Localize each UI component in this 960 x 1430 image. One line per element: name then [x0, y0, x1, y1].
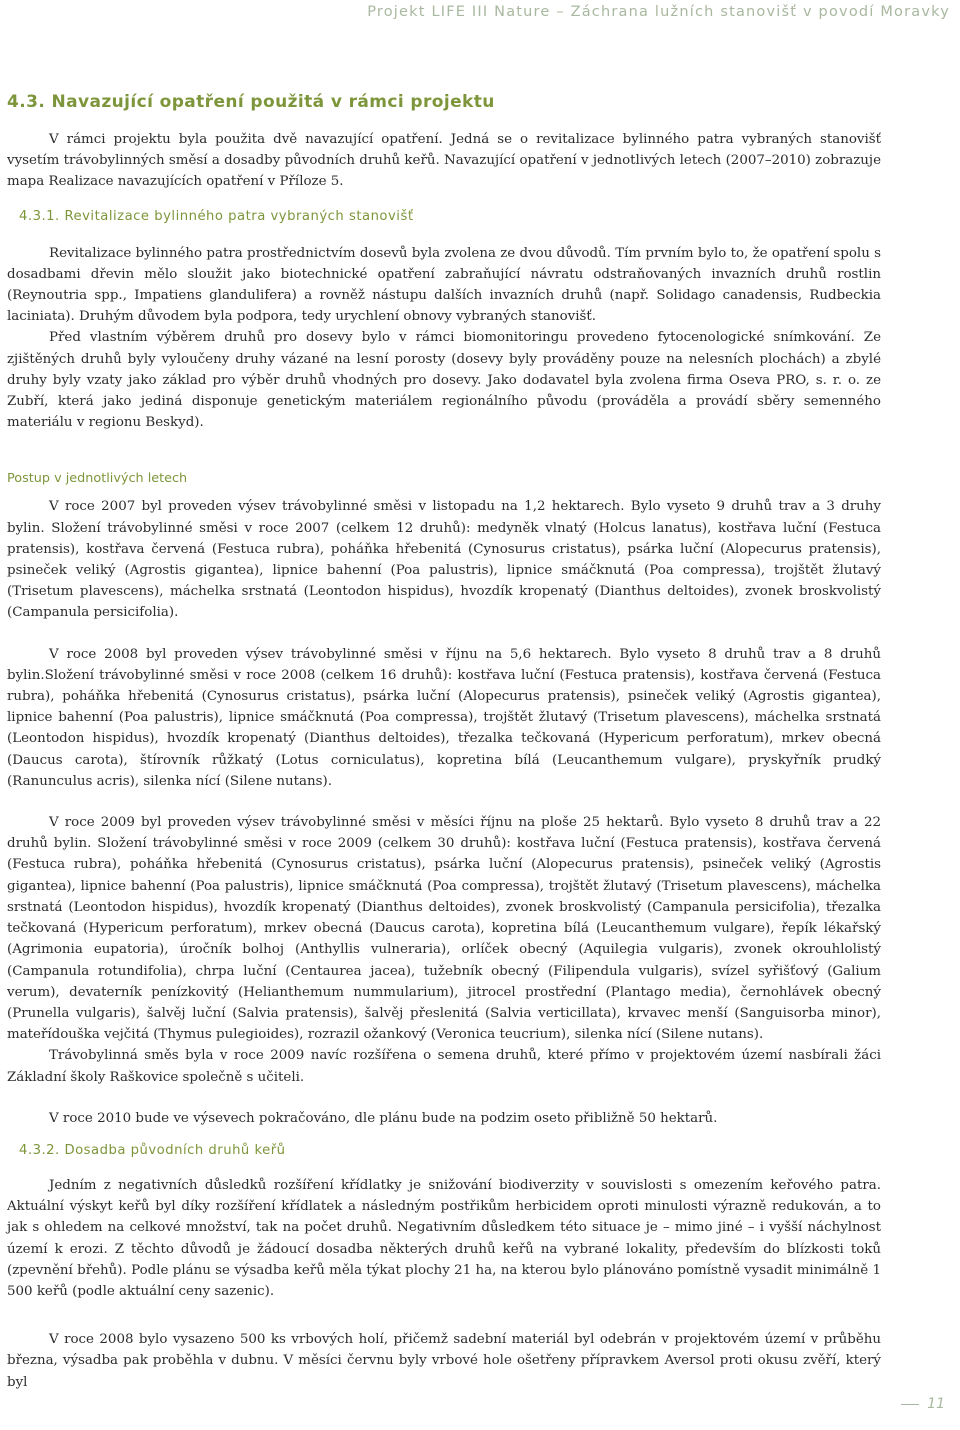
paragraph-year-2010: V roce 2010 bude ve výsevech pokračováno, dle plánu bude na podzim oseto přibližně 50 hektarů. — [49, 1110, 718, 1126]
paragraph-year-2009: V roce 2009 byl proveden výsev trávobylinné směsi v měsíci říjnu na ploše 25 hektarů. Bylo vyseto 8 druhů trav a 22 druhů bylin. Složení trávobylinné směsi v roce 2009 (celkem 30 druhů): kostřava luční (Festuca pratensis), kostřava červená (Festuca rubra), poháňka hřebenitá (Cynosurus cristatus), psárka luční (Alopecurus pratensis), psineček veliký (Agrostis gigantea), lipnice bahenní (Poa palustris), lipnice smáčknutá (Poa compressa), trojštět žlutavý (Trisetum plavescens), máchelka srstnatá (Leontodon hispidus), hvozdík kropenatý (Dianthus deltoides), zvonek broskvolistý (Campanula persicifolia), třezalka tečkovaná (Hypericum perforatum), mrkev obecná (Daucus carota), kopretina bílá (Leucanthemum vulgare), řepík lékařský (Agrimonia eupatoria), úročník bolhoj (Anthyllis vulneraria), orlíček obecný (Aquilegia vulgaris), zvonek okrouhlolistý (Campanula rotundifolia), chrpa luční (Centaurea jacea), tužebník obecný (Filipendula vulgaris), svízel syřišťový (Galium verum), devaterník penízkovitý (Helianthemum nummularium), jitrocel prostřední (Plantago media), černohlávek obecný (Prunella vulgaris), šalvěj luční (Salvia pratensis), šalvěj přeslenitá (Salvia verticillata), krvavec menší (Sanguisorba minor), mateřídouška vejčitá (Thymus pulegioides), rozrazil ožankový (Veronica teucrium), silenka nící (Silene nutans). — [7, 815, 881, 1043]
paragraph-year-2007: V roce 2007 byl proveden výsev trávobylinné směsi v listopadu na 1,2 hektarech. Bylo vyseto 9 druhů trav a 3 druhy bylin. Složení trávobylinné směsi v roce 2007 (celkem 12 druhů): medyněk vlnatý (Holcus lanatus), kostřava luční (Festuca pratensis), kostřava červená (Festuca rubra), poháňka hřebenitá (Cynosurus cristatus), psárka luční (Alopecurus pratensis), psineček veliký (Agrostis gigantea), lipnice bahenní (Poa palustris), lipnice smáčknutá (Poa compressa), trojštět žlutavý (Trisetum plavescens), máchelka srstnatá (Leontodon hispidus), hvozdík kropenatý (Dianthus deltoides), zvonek broskvolistý (Campanula persicifolia). — [7, 499, 881, 621]
section-intro: V rámci projektu byla použita dvě navazující opatření. Jedná se o revitalizace bylinného patra vybraných stanovišť vysetím trávobylinných směsí a dosadby původních druhů keřů. Navazující opatření v jednotlivých letech (2007–2010) zobrazuje mapa Realizace navazujících opatření v Příloze 5. — [7, 132, 881, 190]
subsection-title-revitalizace: 4.3.1. Revitalizace bylinného patra vybraných stanovišť — [19, 208, 414, 224]
paragraph-shrubs: Jedním z negativních důsledků rozšíření křídlatky je snižování biodiverzity v souvislosti s omezením keřového patra. Aktuální výskyt keřů byl díky rozšíření křídlatek a následným postřikům herbicidem oproti minulosti výrazně redukován, a to jak s ohledem na celkové množství, tak na počet druhů. Negativním důsledkem této situace je – mimo jiné – i vyšší náchylnost území k erozi. Z těchto důvodů je žádoucí dosadba některých druhů keřů na vybrané lokality, především do blízkosti toků (zpevnění břehů). Podle plánu se výsadba keřů měla týkat plochy 21 ha, na kterou bylo plánováno pomístně vysadit minimálně 1 500 keřů (podle aktuální ceny sazenic). — [7, 1177, 881, 1299]
paragraph-year-2009-extra: Trávobylinná směs byla v roce 2009 navíc rozšířena o semena druhů, které přímo v projektovém území nasbírali žáci Základní školy Raškovice společně s učiteli. — [7, 1048, 881, 1085]
paragraph-reasons: Revitalizace bylinného patra prostřednictvím dosevů byla zvolena ze dvou důvodů. Tím prvním bylo to, že opatření spolu s dosadbami dřevin mělo sloužit jako biotechnické opatření zabraňující návratu odstraňovaných invazních druhů rostlin (Reynoutria spp., Impatiens glandulifera) a rovněž nástupu dalších invazních druhů (např. Solidago canadensis, Rudbeckia laciniata). Druhým důvodem byla podpora, tedy urychlení obnovy vybraných stanovišť. — [7, 245, 881, 325]
page-number: 11 — [927, 1396, 945, 1412]
paragraph-year-2008: V roce 2008 byl proveden výsev trávobylinné směsi v říjnu na 5,6 hektarech. Bylo vyseto 8 druhů trav a 8 druhů bylin.Složení trávobylinné směsi v roce 2008 (celkem 16 druhů): kostřava luční (Festuca pratensis), kostřava červená (Festuca rubra), poháňka hřebenitá (Cynosurus cristatus), psárka luční (Alopecurus pratensis), psineček veliký (Agrostis gigantea), lipnice bahenní (Poa palustris), lipnice smáčknutá (Poa compressa), trojštět žlutavý (Trisetum plavescens), máchelka srstnatá (Leontodon hispidus), hvozdík kropenatý (Dianthus deltoides), třezalka tečkovaná (Hypericum perforatum), mrkev obecná (Daucus carota), štírovník růžkatý (Lotus corniculatus), kopretina bílá (Leucanthemum vulgare), pryskyřník prudký (Ranunculus acris), silenka nící (Silene nutans). — [7, 646, 881, 789]
procedure-heading: Postup v jednotlivých letech — [7, 471, 188, 487]
paragraph-species-selection: Před vlastním výběrem druhů pro dosevy bylo v rámci biomonitoringu provedeno fytocenologické snímkování. Ze zjištěných druhů byly vyloučeny druhy vázané na lesní porosty (dosevy byly prováděny pouze na nelesních plochách) a zbylé druhy byly vzaty jako základ pro výběr druhů vhodných pro dosevy. Jako dodavatel byla zvolena firma Oseva PRO, s. r. o. ze Zubří, která jako jediná disponuje genetickým materiálem regionálního původu (prováděla a provádí sběry semenného materiálu v regionu Beskyd). — [7, 330, 881, 431]
section-title: 4.3. Navazující opatření použitá v rámci projektu — [7, 92, 495, 112]
subsection-title-dosadba: 4.3.2. Dosadba původních druhů keřů — [19, 1142, 286, 1158]
page-footer — [901, 1396, 945, 1412]
running-head: Projekt LIFE III Nature – Záchrana lužních stanovišť v povodí Moravky — [367, 4, 950, 20]
footer-dash — [901, 1404, 919, 1405]
page-content — [7, 92, 881, 1393]
paragraph-shrubs-2008: V roce 2008 bylo vysazeno 500 ks vrbových holí, přičemž sadební materiál byl odebrán v projektovém území v průběhu března, výsadba pak proběhla v dubnu. V měsíci červnu byly vrbové hole ošetřeny přípravkem Aversol proti okusu zvěří, který byl — [7, 1332, 881, 1390]
